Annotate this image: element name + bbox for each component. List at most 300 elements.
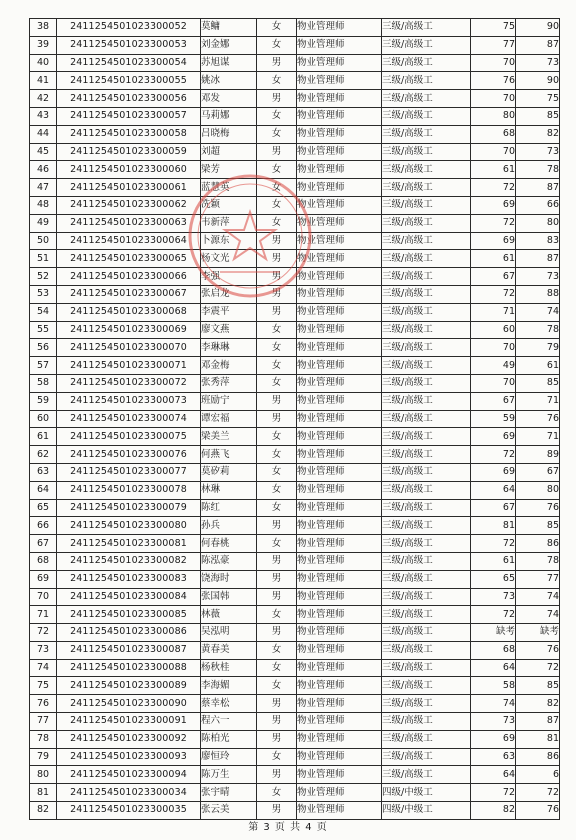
- skill-score-cell: 83: [516, 232, 560, 250]
- skill-score-cell: 71: [516, 392, 560, 410]
- gender-cell: 男: [257, 410, 297, 428]
- table-row: [30, 107, 560, 125]
- page-footer: 第 3 页 共 4 页: [248, 822, 328, 833]
- admission-id-cell: 2411254501023300081: [57, 535, 201, 553]
- table-row: [30, 19, 560, 37]
- skill-score-cell: 87: [516, 250, 560, 268]
- row-number-cell: 48: [30, 196, 57, 214]
- occupation-cell: 物业管理师: [297, 392, 382, 410]
- admission-id-cell: 2411254501023300052: [57, 19, 201, 37]
- candidate-name-cell: 梁芳: [201, 161, 257, 179]
- candidate-name-cell: 黄春美: [201, 641, 257, 659]
- gender-cell: 男: [257, 570, 297, 588]
- row-number-cell: 75: [30, 677, 57, 695]
- occupation-cell: 物业管理师: [297, 143, 382, 161]
- row-number-cell: 43: [30, 107, 57, 125]
- skill-score-cell: 72: [516, 659, 560, 677]
- admission-id-cell: 2411254501023300059: [57, 143, 201, 161]
- row-number-cell: 50: [30, 232, 57, 250]
- admission-id-cell: 2411254501023300077: [57, 463, 201, 481]
- skill-level-cell: 三级/高级工: [382, 357, 471, 375]
- occupation-cell: 物业管理师: [297, 713, 382, 731]
- candidate-name-cell: 孙兵: [201, 517, 257, 535]
- skill-score-cell: 82: [516, 695, 560, 713]
- occupation-cell: 物业管理师: [297, 285, 382, 303]
- occupation-cell: 物业管理师: [297, 179, 382, 197]
- theory-score-cell: 70: [471, 339, 516, 357]
- skill-level-cell: 三级/高级工: [382, 517, 471, 535]
- theory-score-cell: 59: [471, 410, 516, 428]
- candidate-name-cell: 陈泓豪: [201, 552, 257, 570]
- skill-score-cell: 85: [516, 517, 560, 535]
- theory-score-cell: 72: [471, 535, 516, 553]
- theory-score-cell: 70: [471, 374, 516, 392]
- skill-score-cell: 73: [516, 143, 560, 161]
- candidate-name-cell: 吕晓梅: [201, 125, 257, 143]
- table-row: [30, 268, 560, 286]
- skill-level-cell: 三级/高级工: [382, 481, 471, 499]
- admission-id-cell: 2411254501023300084: [57, 588, 201, 606]
- row-number-cell: 70: [30, 588, 57, 606]
- skill-score-cell: 88: [516, 285, 560, 303]
- occupation-cell: 物业管理师: [297, 107, 382, 125]
- candidate-name-cell: 陈柏光: [201, 730, 257, 748]
- gender-cell: 男: [257, 713, 297, 731]
- candidate-name-cell: 李强: [201, 268, 257, 286]
- table-row: [30, 303, 560, 321]
- skill-level-cell: 三级/高级工: [382, 677, 471, 695]
- table-row: [30, 54, 560, 72]
- gender-cell: 女: [257, 659, 297, 677]
- table-row: [30, 552, 560, 570]
- skill-score-cell: 82: [516, 125, 560, 143]
- skill-level-cell: 三级/高级工: [382, 54, 471, 72]
- score-table-body: [30, 19, 560, 820]
- occupation-cell: 物业管理师: [297, 374, 382, 392]
- theory-score-cell: 65: [471, 570, 516, 588]
- admission-id-cell: 2411254501023300065: [57, 250, 201, 268]
- skill-score-cell: 90: [516, 19, 560, 37]
- skill-score-cell: 81: [516, 730, 560, 748]
- row-number-cell: 69: [30, 570, 57, 588]
- skill-score-cell: 76: [516, 641, 560, 659]
- skill-level-cell: 三级/高级工: [382, 214, 471, 232]
- gender-cell: 男: [257, 232, 297, 250]
- occupation-cell: 物业管理师: [297, 748, 382, 766]
- table-row: [30, 748, 560, 766]
- gender-cell: 男: [257, 143, 297, 161]
- row-number-cell: 66: [30, 517, 57, 535]
- theory-score-cell: 72: [471, 179, 516, 197]
- gender-cell: 男: [257, 517, 297, 535]
- occupation-cell: 物业管理师: [297, 517, 382, 535]
- theory-score-cell: 69: [471, 463, 516, 481]
- candidate-name-cell: 李海媚: [201, 677, 257, 695]
- theory-score-cell: 81: [471, 517, 516, 535]
- skill-score-cell: 77: [516, 570, 560, 588]
- gender-cell: 女: [257, 446, 297, 464]
- gender-cell: 女: [257, 161, 297, 179]
- skill-score-cell: 缺考: [516, 624, 560, 642]
- gender-cell: 男: [257, 624, 297, 642]
- theory-score-cell: 60: [471, 321, 516, 339]
- gender-cell: 女: [257, 535, 297, 553]
- candidate-name-cell: 林薇: [201, 606, 257, 624]
- candidate-name-cell: 张启龙: [201, 285, 257, 303]
- gender-cell: 男: [257, 766, 297, 784]
- skill-score-cell: 75: [516, 90, 560, 108]
- skill-score-cell: 6: [516, 766, 560, 784]
- skill-level-cell: 三级/高级工: [382, 285, 471, 303]
- table-row: [30, 588, 560, 606]
- admission-id-cell: 2411254501023300069: [57, 321, 201, 339]
- candidate-name-cell: 蓝慧英: [201, 179, 257, 197]
- gender-cell: 女: [257, 19, 297, 37]
- skill-score-cell: 74: [516, 588, 560, 606]
- candidate-name-cell: 陈红: [201, 499, 257, 517]
- candidate-name-cell: 张宇晴: [201, 784, 257, 802]
- candidate-name-cell: 张国韩: [201, 588, 257, 606]
- table-row: [30, 446, 560, 464]
- row-number-cell: 59: [30, 392, 57, 410]
- theory-score-cell: 71: [471, 303, 516, 321]
- occupation-cell: 物业管理师: [297, 232, 382, 250]
- row-number-cell: 62: [30, 446, 57, 464]
- skill-score-cell: 87: [516, 713, 560, 731]
- skill-level-cell: 三级/高级工: [382, 446, 471, 464]
- gender-cell: 女: [257, 339, 297, 357]
- admission-id-cell: 2411254501023300060: [57, 161, 201, 179]
- admission-id-cell: 2411254501023300076: [57, 446, 201, 464]
- skill-level-cell: 三级/高级工: [382, 570, 471, 588]
- row-number-cell: 65: [30, 499, 57, 517]
- gender-cell: 男: [257, 802, 297, 820]
- theory-score-cell: 74: [471, 695, 516, 713]
- candidate-name-cell: 廖文燕: [201, 321, 257, 339]
- occupation-cell: 物业管理师: [297, 463, 382, 481]
- candidate-name-cell: 韦新萍: [201, 214, 257, 232]
- admission-id-cell: 2411254501023300071: [57, 357, 201, 375]
- row-number-cell: 67: [30, 535, 57, 553]
- gender-cell: 男: [257, 90, 297, 108]
- skill-score-cell: 67: [516, 463, 560, 481]
- row-number-cell: 60: [30, 410, 57, 428]
- row-number-cell: 73: [30, 641, 57, 659]
- skill-level-cell: 三级/高级工: [382, 19, 471, 37]
- table-row: [30, 90, 560, 108]
- gender-cell: 女: [257, 748, 297, 766]
- skill-level-cell: 三级/高级工: [382, 161, 471, 179]
- occupation-cell: 物业管理师: [297, 410, 382, 428]
- skill-level-cell: 三级/高级工: [382, 624, 471, 642]
- skill-level-cell: 三级/高级工: [382, 303, 471, 321]
- theory-score-cell: 67: [471, 499, 516, 517]
- table-row: [30, 570, 560, 588]
- admission-id-cell: 2411254501023300080: [57, 517, 201, 535]
- admission-id-cell: 2411254501023300063: [57, 214, 201, 232]
- admission-id-cell: 2411254501023300066: [57, 268, 201, 286]
- gender-cell: 女: [257, 72, 297, 90]
- skill-score-cell: 61: [516, 357, 560, 375]
- admission-id-cell: 2411254501023300090: [57, 695, 201, 713]
- row-number-cell: 76: [30, 695, 57, 713]
- occupation-cell: 物业管理师: [297, 588, 382, 606]
- table-row: [30, 802, 560, 820]
- skill-level-cell: 三级/高级工: [382, 268, 471, 286]
- skill-score-cell: 90: [516, 72, 560, 90]
- row-number-cell: 61: [30, 428, 57, 446]
- row-number-cell: 52: [30, 268, 57, 286]
- table-row: [30, 196, 560, 214]
- gender-cell: 女: [257, 463, 297, 481]
- admission-id-cell: 2411254501023300092: [57, 730, 201, 748]
- candidate-name-cell: 班励宁: [201, 392, 257, 410]
- gender-cell: 女: [257, 214, 297, 232]
- candidate-name-cell: 陈万生: [201, 766, 257, 784]
- gender-cell: 女: [257, 125, 297, 143]
- skill-level-cell: 三级/高级工: [382, 125, 471, 143]
- table-row: [30, 250, 560, 268]
- row-number-cell: 63: [30, 463, 57, 481]
- skill-score-cell: 89: [516, 446, 560, 464]
- occupation-cell: 物业管理师: [297, 624, 382, 642]
- gender-cell: 男: [257, 588, 297, 606]
- row-number-cell: 71: [30, 606, 57, 624]
- skill-level-cell: 三级/高级工: [382, 713, 471, 731]
- skill-score-cell: 85: [516, 374, 560, 392]
- skill-score-cell: 86: [516, 535, 560, 553]
- row-number-cell: 53: [30, 285, 57, 303]
- table-row: [30, 784, 560, 802]
- admission-id-cell: 2411254501023300075: [57, 428, 201, 446]
- admission-id-cell: 2411254501023300055: [57, 72, 201, 90]
- occupation-cell: 物业管理师: [297, 641, 382, 659]
- gender-cell: 男: [257, 54, 297, 72]
- skill-level-cell: 三级/高级工: [382, 766, 471, 784]
- theory-score-cell: 72: [471, 784, 516, 802]
- occupation-cell: 物业管理师: [297, 784, 382, 802]
- candidate-name-cell: 邓金梅: [201, 357, 257, 375]
- candidate-name-cell: 廖恒玲: [201, 748, 257, 766]
- skill-level-cell: 三级/高级工: [382, 695, 471, 713]
- skill-level-cell: 三级/高级工: [382, 179, 471, 197]
- candidate-name-cell: 张秀萍: [201, 374, 257, 392]
- occupation-cell: 物业管理师: [297, 90, 382, 108]
- table-row: [30, 285, 560, 303]
- table-row: [30, 606, 560, 624]
- skill-level-cell: 三级/高级工: [382, 72, 471, 90]
- row-number-cell: 78: [30, 730, 57, 748]
- gender-cell: 男: [257, 303, 297, 321]
- skill-score-cell: 71: [516, 428, 560, 446]
- gender-cell: 女: [257, 357, 297, 375]
- row-number-cell: 55: [30, 321, 57, 339]
- admission-id-cell: 2411254501023300054: [57, 54, 201, 72]
- skill-level-cell: 三级/高级工: [382, 730, 471, 748]
- occupation-cell: 物业管理师: [297, 499, 382, 517]
- occupation-cell: 物业管理师: [297, 339, 382, 357]
- candidate-name-cell: 冼颖: [201, 196, 257, 214]
- skill-level-cell: 三级/高级工: [382, 321, 471, 339]
- admission-id-cell: 2411254501023300079: [57, 499, 201, 517]
- occupation-cell: 物业管理师: [297, 36, 382, 54]
- row-number-cell: 45: [30, 143, 57, 161]
- candidate-name-cell: 李琳琳: [201, 339, 257, 357]
- admission-id-cell: 2411254501023300068: [57, 303, 201, 321]
- theory-score-cell: 69: [471, 730, 516, 748]
- occupation-cell: 物业管理师: [297, 303, 382, 321]
- skill-score-cell: 78: [516, 321, 560, 339]
- skill-level-cell: 三级/高级工: [382, 36, 471, 54]
- table-row: [30, 392, 560, 410]
- gender-cell: 男: [257, 392, 297, 410]
- gender-cell: 女: [257, 374, 297, 392]
- row-number-cell: 54: [30, 303, 57, 321]
- theory-score-cell: 73: [471, 713, 516, 731]
- skill-level-cell: 四级/中级工: [382, 784, 471, 802]
- candidate-name-cell: 程六一: [201, 713, 257, 731]
- row-number-cell: 57: [30, 357, 57, 375]
- skill-level-cell: 三级/高级工: [382, 107, 471, 125]
- admission-id-cell: 2411254501023300082: [57, 552, 201, 570]
- table-row: [30, 410, 560, 428]
- admission-id-cell: 2411254501023300070: [57, 339, 201, 357]
- row-number-cell: 81: [30, 784, 57, 802]
- admission-id-cell: 2411254501023300085: [57, 606, 201, 624]
- gender-cell: 男: [257, 552, 297, 570]
- table-row: [30, 624, 560, 642]
- candidate-name-cell: 何燕飞: [201, 446, 257, 464]
- table-row: [30, 481, 560, 499]
- candidate-name-cell: 莫矽莉: [201, 463, 257, 481]
- admission-id-cell: 2411254501023300089: [57, 677, 201, 695]
- table-row: [30, 161, 560, 179]
- theory-score-cell: 77: [471, 36, 516, 54]
- gender-cell: 女: [257, 641, 297, 659]
- theory-score-cell: 72: [471, 285, 516, 303]
- theory-score-cell: 67: [471, 268, 516, 286]
- candidate-name-cell: 林琳: [201, 481, 257, 499]
- table-row: [30, 517, 560, 535]
- theory-score-cell: 82: [471, 802, 516, 820]
- admission-id-cell: 2411254501023300053: [57, 36, 201, 54]
- candidate-name-cell: 饶海时: [201, 570, 257, 588]
- candidate-name-cell: 谭宏福: [201, 410, 257, 428]
- occupation-cell: 物业管理师: [297, 802, 382, 820]
- table-row: [30, 766, 560, 784]
- occupation-cell: 物业管理师: [297, 730, 382, 748]
- skill-level-cell: 三级/高级工: [382, 410, 471, 428]
- theory-score-cell: 69: [471, 232, 516, 250]
- skill-level-cell: 三级/高级工: [382, 606, 471, 624]
- candidate-name-cell: 马莉娜: [201, 107, 257, 125]
- admission-id-cell: 2411254501023300034: [57, 784, 201, 802]
- table-row: [30, 125, 560, 143]
- theory-score-cell: 61: [471, 552, 516, 570]
- row-number-cell: 72: [30, 624, 57, 642]
- admission-id-cell: 2411254501023300057: [57, 107, 201, 125]
- row-number-cell: 39: [30, 36, 57, 54]
- table-row: [30, 72, 560, 90]
- skill-level-cell: 三级/高级工: [382, 196, 471, 214]
- occupation-cell: 物业管理师: [297, 535, 382, 553]
- gender-cell: 女: [257, 179, 297, 197]
- table-row: [30, 357, 560, 375]
- theory-score-cell: 69: [471, 196, 516, 214]
- admission-id-cell: 2411254501023300035: [57, 802, 201, 820]
- admission-id-cell: 2411254501023300091: [57, 713, 201, 731]
- row-number-cell: 82: [30, 802, 57, 820]
- row-number-cell: 77: [30, 713, 57, 731]
- skill-level-cell: 三级/高级工: [382, 232, 471, 250]
- skill-level-cell: 三级/高级工: [382, 392, 471, 410]
- skill-score-cell: 80: [516, 214, 560, 232]
- candidate-name-cell: 吴泓明: [201, 624, 257, 642]
- row-number-cell: 46: [30, 161, 57, 179]
- gender-cell: 女: [257, 499, 297, 517]
- table-row: [30, 214, 560, 232]
- candidate-name-cell: 杨秋桂: [201, 659, 257, 677]
- skill-level-cell: 三级/高级工: [382, 535, 471, 553]
- row-number-cell: 79: [30, 748, 57, 766]
- theory-score-cell: 72: [471, 446, 516, 464]
- occupation-cell: 物业管理师: [297, 196, 382, 214]
- admission-id-cell: 2411254501023300072: [57, 374, 201, 392]
- gender-cell: 女: [257, 428, 297, 446]
- occupation-cell: 物业管理师: [297, 357, 382, 375]
- gender-cell: 女: [257, 107, 297, 125]
- skill-level-cell: 三级/高级工: [382, 641, 471, 659]
- table-row: [30, 232, 560, 250]
- theory-score-cell: 67: [471, 392, 516, 410]
- occupation-cell: 物业管理师: [297, 606, 382, 624]
- theory-score-cell: 70: [471, 54, 516, 72]
- gender-cell: 男: [257, 268, 297, 286]
- occupation-cell: 物业管理师: [297, 268, 382, 286]
- row-number-cell: 47: [30, 179, 57, 197]
- theory-score-cell: 64: [471, 659, 516, 677]
- skill-score-cell: 85: [516, 107, 560, 125]
- skill-level-cell: 三级/高级工: [382, 339, 471, 357]
- occupation-cell: 物业管理师: [297, 72, 382, 90]
- theory-score-cell: 58: [471, 677, 516, 695]
- candidate-name-cell: 梁美兰: [201, 428, 257, 446]
- candidate-name-cell: 邓发: [201, 90, 257, 108]
- gender-cell: 女: [257, 784, 297, 802]
- gender-cell: 女: [257, 606, 297, 624]
- table-row: [30, 463, 560, 481]
- skill-score-cell: 85: [516, 677, 560, 695]
- theory-score-cell: 68: [471, 641, 516, 659]
- skill-level-cell: 三级/高级工: [382, 374, 471, 392]
- admission-id-cell: 2411254501023300064: [57, 232, 201, 250]
- candidate-name-cell: 蔡幸松: [201, 695, 257, 713]
- table-row: [30, 695, 560, 713]
- theory-score-cell: 72: [471, 606, 516, 624]
- candidate-name-cell: 杨文光: [201, 250, 257, 268]
- skill-level-cell: 三级/高级工: [382, 463, 471, 481]
- row-number-cell: 42: [30, 90, 57, 108]
- skill-level-cell: 三级/高级工: [382, 552, 471, 570]
- admission-id-cell: 2411254501023300087: [57, 641, 201, 659]
- skill-score-cell: 73: [516, 54, 560, 72]
- gender-cell: 女: [257, 481, 297, 499]
- skill-score-cell: 66: [516, 196, 560, 214]
- admission-id-cell: 2411254501023300062: [57, 196, 201, 214]
- occupation-cell: 物业管理师: [297, 552, 382, 570]
- skill-level-cell: 三级/高级工: [382, 428, 471, 446]
- theory-score-cell: 68: [471, 125, 516, 143]
